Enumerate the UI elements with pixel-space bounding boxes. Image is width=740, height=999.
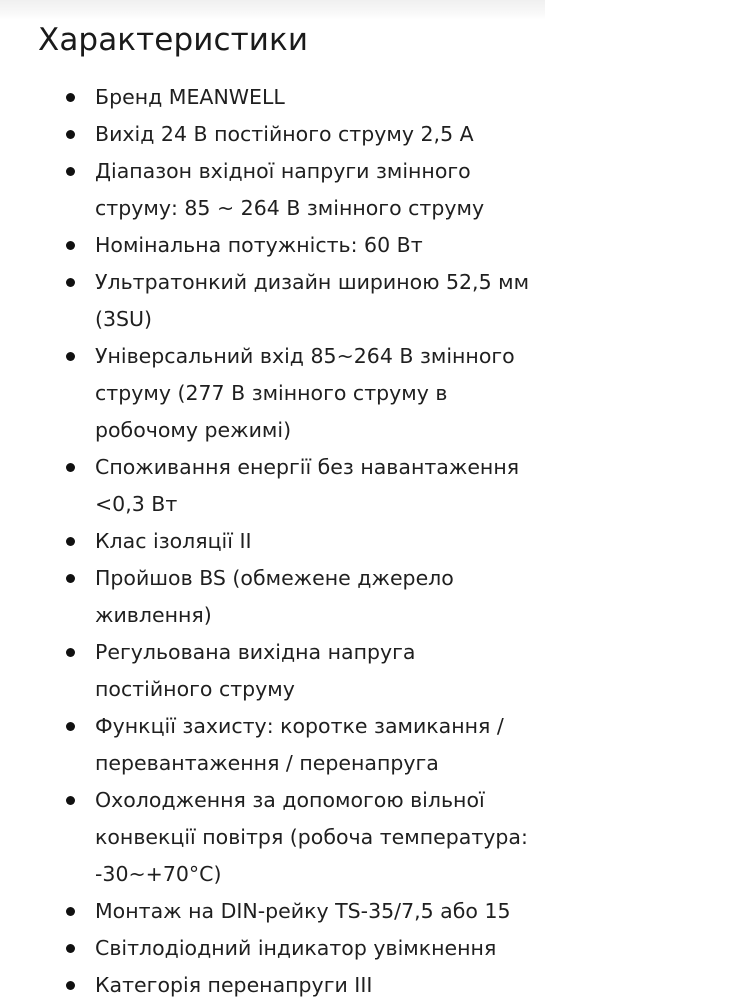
spec-item [0, 930, 740, 967]
spec-item-text: Функції захисту: коротке замикання / перевантаження / перенапруга [95, 714, 504, 775]
spec-item-text: Діапазон вхідної напруги змінного струму: 85 ~ 264 В змінного струму [95, 159, 485, 220]
spec-item-text: Вихід 24 В постійного струму 2,5 А [95, 122, 474, 146]
bullet-icon [66, 167, 75, 176]
spec-item-text: Регульована вихідна напруга постійного струму [95, 640, 416, 701]
spec-item-text: Охолодження за допомогою вільної конвекції повітря (робоча температура: -30~+70°C) [95, 788, 528, 886]
spec-item [0, 634, 740, 708]
bullet-icon [66, 907, 75, 916]
spec-item [0, 560, 740, 634]
bullet-icon [66, 130, 75, 139]
spec-item [0, 708, 740, 782]
spec-item-text: Універсальний вхід 85~264 В змінного струму (277 В змінного струму в робочому режимі) [95, 344, 515, 442]
spec-item [0, 967, 740, 999]
spec-item-text: Пройшов BS (обмежене джерело живлення) [95, 566, 454, 627]
bullet-icon [66, 352, 75, 361]
spec-item-text: Клас ізоляції II [95, 529, 252, 553]
spec-item-text: Номінальна потужність: 60 Вт [95, 233, 423, 257]
bullet-icon [66, 463, 75, 472]
spec-item [0, 153, 740, 227]
spec-item-text: Ультратонкий дизайн шириною 52,5 мм (3SU) [95, 270, 530, 331]
bullet-icon [66, 574, 75, 583]
bullet-icon [66, 648, 75, 657]
spec-item [0, 782, 740, 893]
spec-item [0, 79, 740, 116]
bullet-icon [66, 241, 75, 250]
bullet-icon [66, 537, 75, 546]
spec-item-text: Категорія перенапруги III [95, 973, 373, 997]
spec-item [0, 523, 740, 560]
bullet-icon [66, 722, 75, 731]
spec-item [0, 449, 740, 523]
bullet-icon [66, 944, 75, 953]
bullet-icon [66, 278, 75, 287]
bullet-icon [66, 796, 75, 805]
spec-item [0, 338, 740, 449]
spec-item-text: Споживання енергії без навантаження <0,3 Вт [95, 455, 520, 516]
spec-item [0, 116, 740, 153]
bullet-icon [66, 981, 75, 990]
spec-item-text: Світлодіодний індикатор увімкнення [95, 936, 497, 960]
bullet-icon [66, 93, 75, 102]
spec-item [0, 893, 740, 930]
spec-item-text: Монтаж на DIN-рейку TS-35/7,5 або 15 [95, 899, 511, 923]
spec-item [0, 227, 740, 264]
spec-item-text: Бренд MEANWELL [95, 85, 285, 109]
section-title: Характеристики [38, 22, 309, 58]
spec-list [0, 79, 740, 999]
spec-item [0, 264, 740, 338]
